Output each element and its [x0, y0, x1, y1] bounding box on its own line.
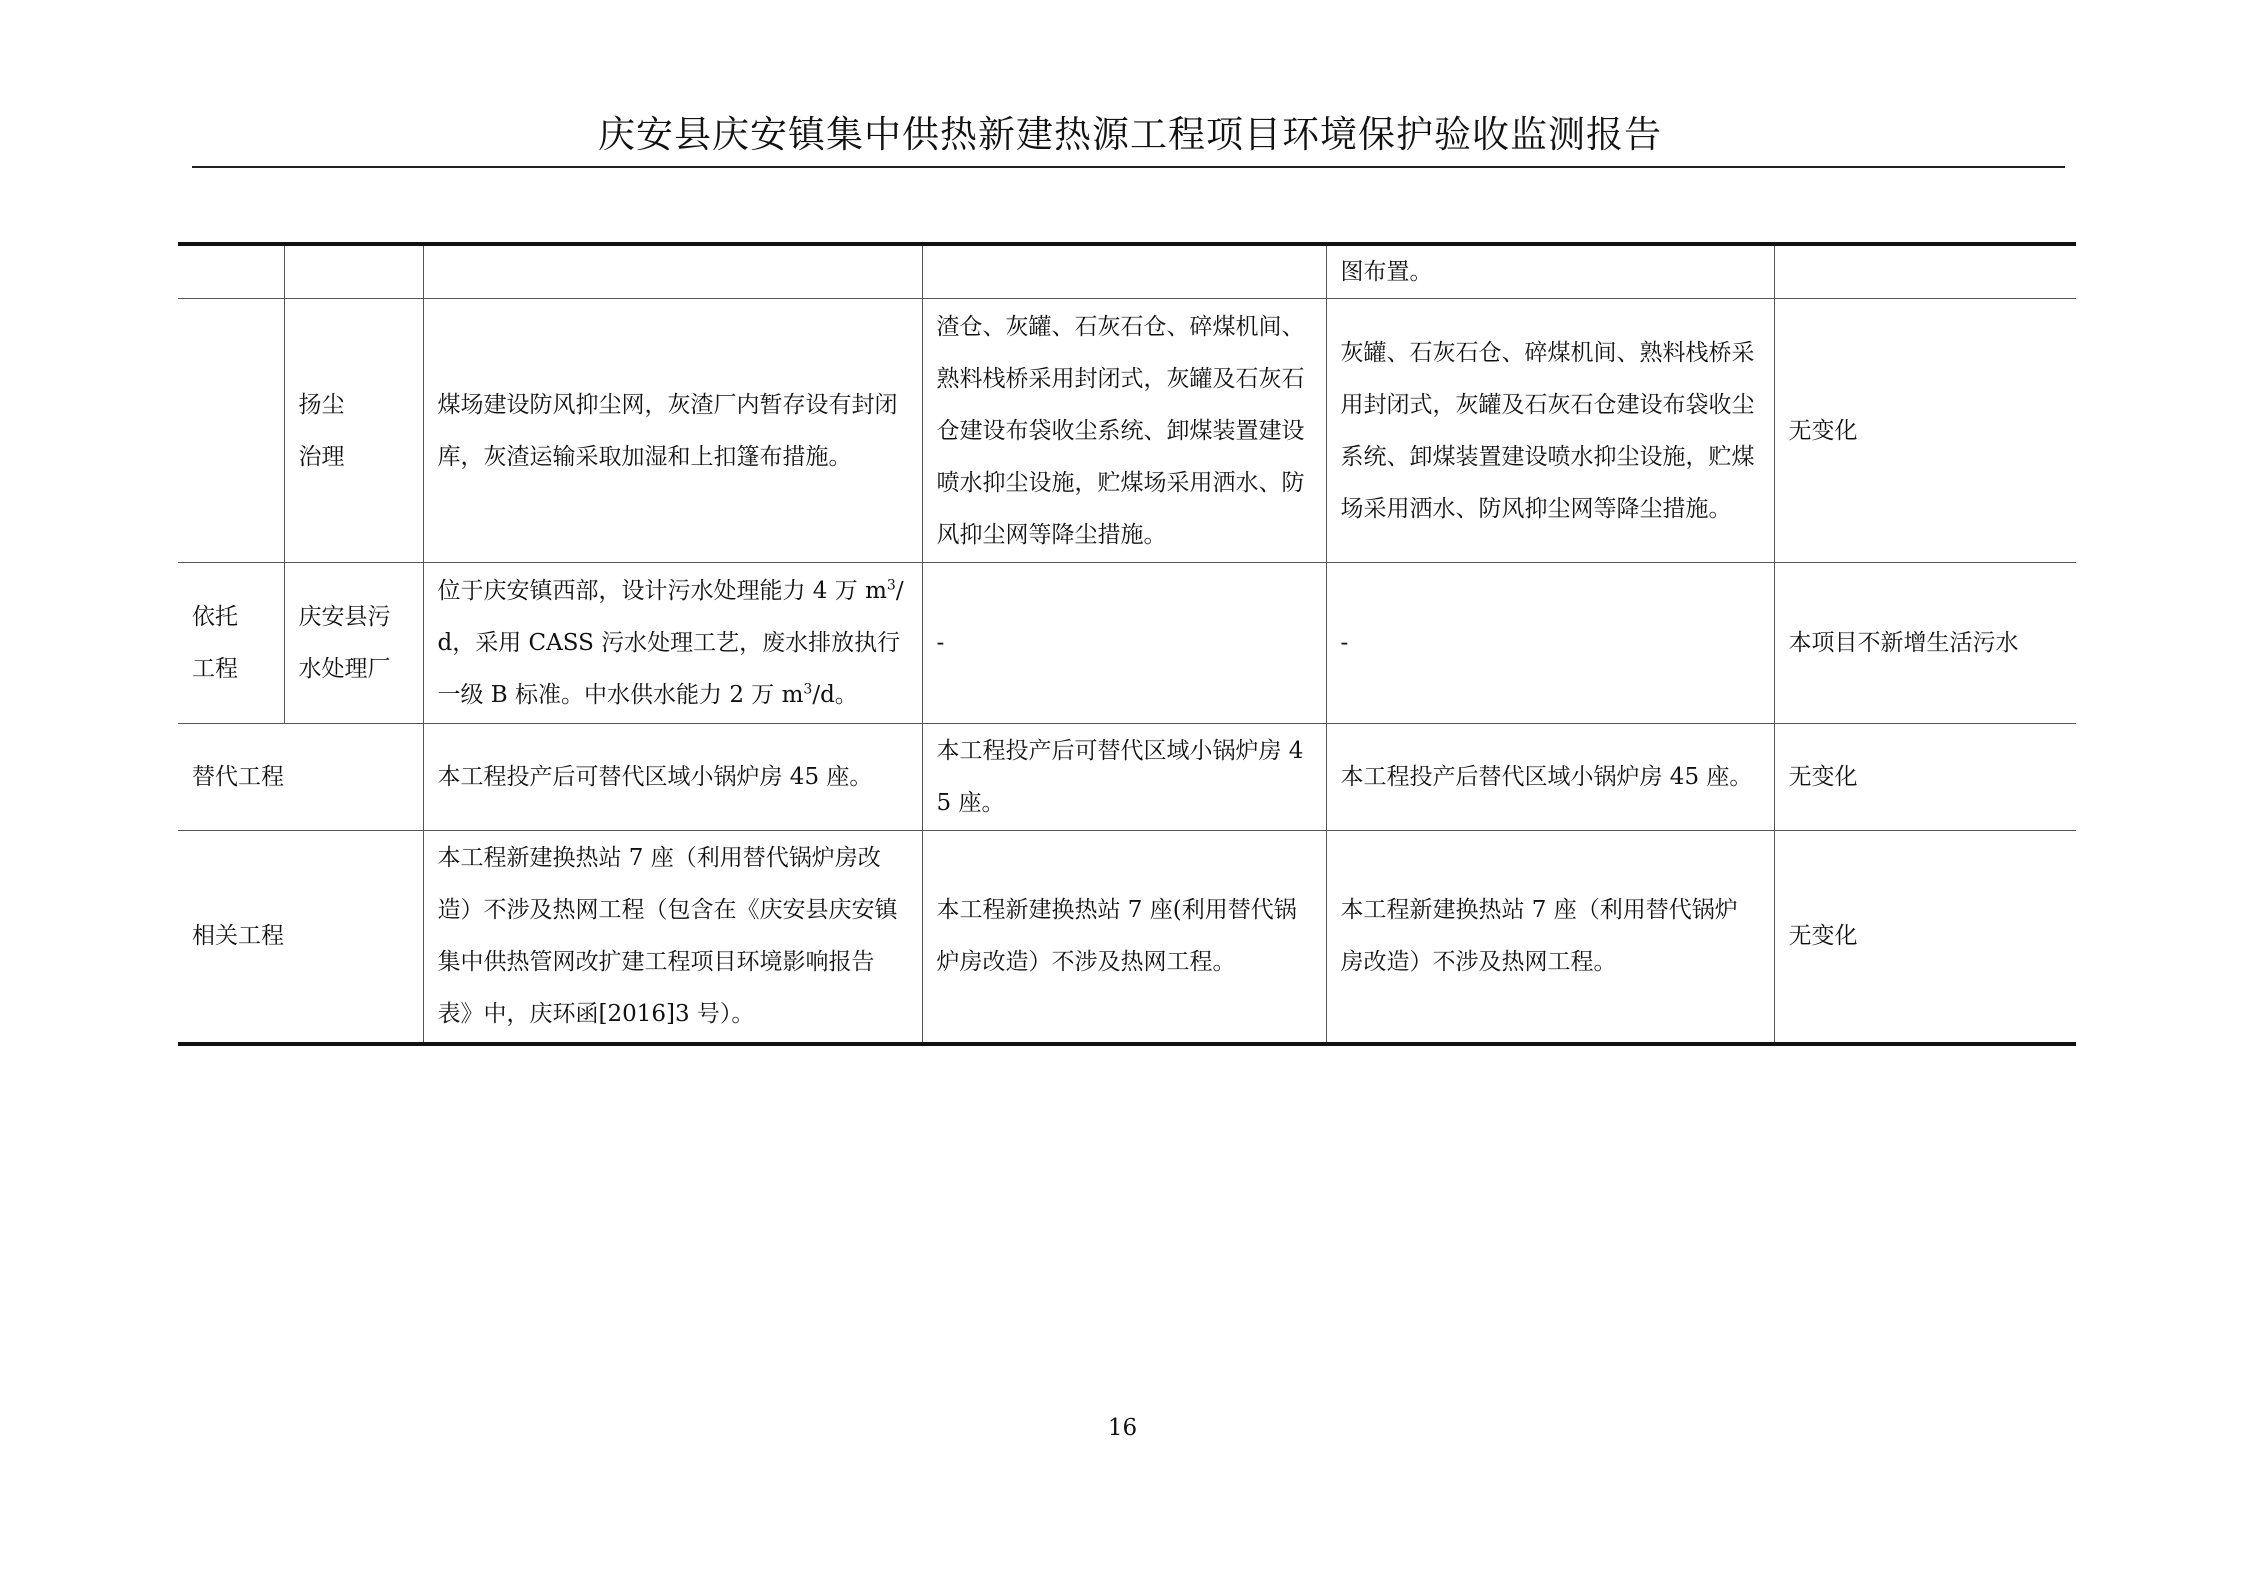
cell-category: 依托 工程	[178, 563, 284, 724]
cell-subcategory	[284, 244, 423, 299]
table-row	[178, 831, 2076, 1044]
cell-change	[1774, 244, 2076, 299]
cell-change: 无变化	[1774, 724, 2076, 831]
eia-text-part: 位于庆安镇西部，设计污水处理能力 4 万 m	[437, 578, 887, 604]
cell-category: 相关工程	[178, 831, 423, 1044]
cell-design	[922, 244, 1326, 299]
cell-change: 无变化	[1774, 831, 2076, 1044]
cell-eia-requirement	[423, 563, 922, 724]
page-title: 庆安县庆安镇集中供热新建热源工程项目环境保护验收监测报告	[598, 113, 1662, 156]
cell-actual: 本工程新建换热站 7 座（利用替代锅炉房改造）不涉及热网工程。	[1326, 831, 1774, 1044]
cell-eia-requirement	[423, 244, 922, 299]
cell-actual: 图布置。	[1326, 244, 1774, 299]
comparison-table	[178, 242, 2076, 1046]
cell-subcategory: 扬尘 治理	[284, 299, 423, 563]
table-row	[178, 724, 2076, 831]
table-row	[178, 299, 2076, 563]
cell-eia-requirement: 本工程新建换热站 7 座（利用替代锅炉房改造）不涉及热网工程（包含在《庆安县庆安镇集中供热管网改扩建工程项目环境影响报告表》中，庆环函[2016]3 号）。	[423, 831, 922, 1044]
cell-change: 本项目不新增生活污水	[1774, 563, 2076, 724]
superscript: 3	[886, 577, 896, 594]
eia-text-part: /d，采用 CASS 污水处理工艺，废水排放执行一级 B 标准。中水供水能力 2 万 m	[437, 578, 904, 708]
cell-actual: 本工程投产后替代区域小锅炉房 45 座。	[1326, 724, 1774, 831]
cell-subcategory: 庆安县污水处理厂	[284, 563, 423, 724]
cell-change: 无变化	[1774, 299, 2076, 563]
cell-design: 渣仓、灰罐、石灰石仓、碎煤机间、熟料栈桥采用封闭式，灰罐及石灰石仓建设布袋收尘系统、卸煤装置建设喷水抑尘设施，贮煤场采用洒水、防风抑尘网等降尘措施。	[922, 299, 1326, 563]
superscript: 3	[803, 681, 813, 698]
cell-actual: 灰罐、石灰石仓、碎煤机间、熟料栈桥采用封闭式，灰罐及石灰石仓建设布袋收尘系统、卸煤装置建设喷水抑尘设施，贮煤场采用洒水、防风抑尘网等降尘措施。	[1326, 299, 1774, 563]
table-row	[178, 563, 2076, 724]
cell-eia-requirement: 煤场建设防风抑尘网，灰渣厂内暂存设有封闭库，灰渣运输采取加湿和上扣篷布措施。	[423, 299, 922, 563]
cell-category	[178, 299, 284, 563]
title-rule	[192, 166, 2065, 168]
eia-text-part: /d。	[812, 682, 858, 708]
page-number: 16	[1107, 1415, 1138, 1441]
table-row	[178, 244, 2076, 299]
cell-design: 本工程新建换热站 7 座(利用替代锅炉房改造）不涉及热网工程。	[922, 831, 1326, 1044]
cell-category	[178, 244, 284, 299]
cell-design: -	[922, 563, 1326, 724]
cell-design: 本工程投产后可替代区域小锅炉房 45 座。	[922, 724, 1326, 831]
cell-category: 替代工程	[178, 724, 423, 831]
cell-actual: -	[1326, 563, 1774, 724]
cell-eia-requirement: 本工程投产后可替代区域小锅炉房 45 座。	[423, 724, 922, 831]
